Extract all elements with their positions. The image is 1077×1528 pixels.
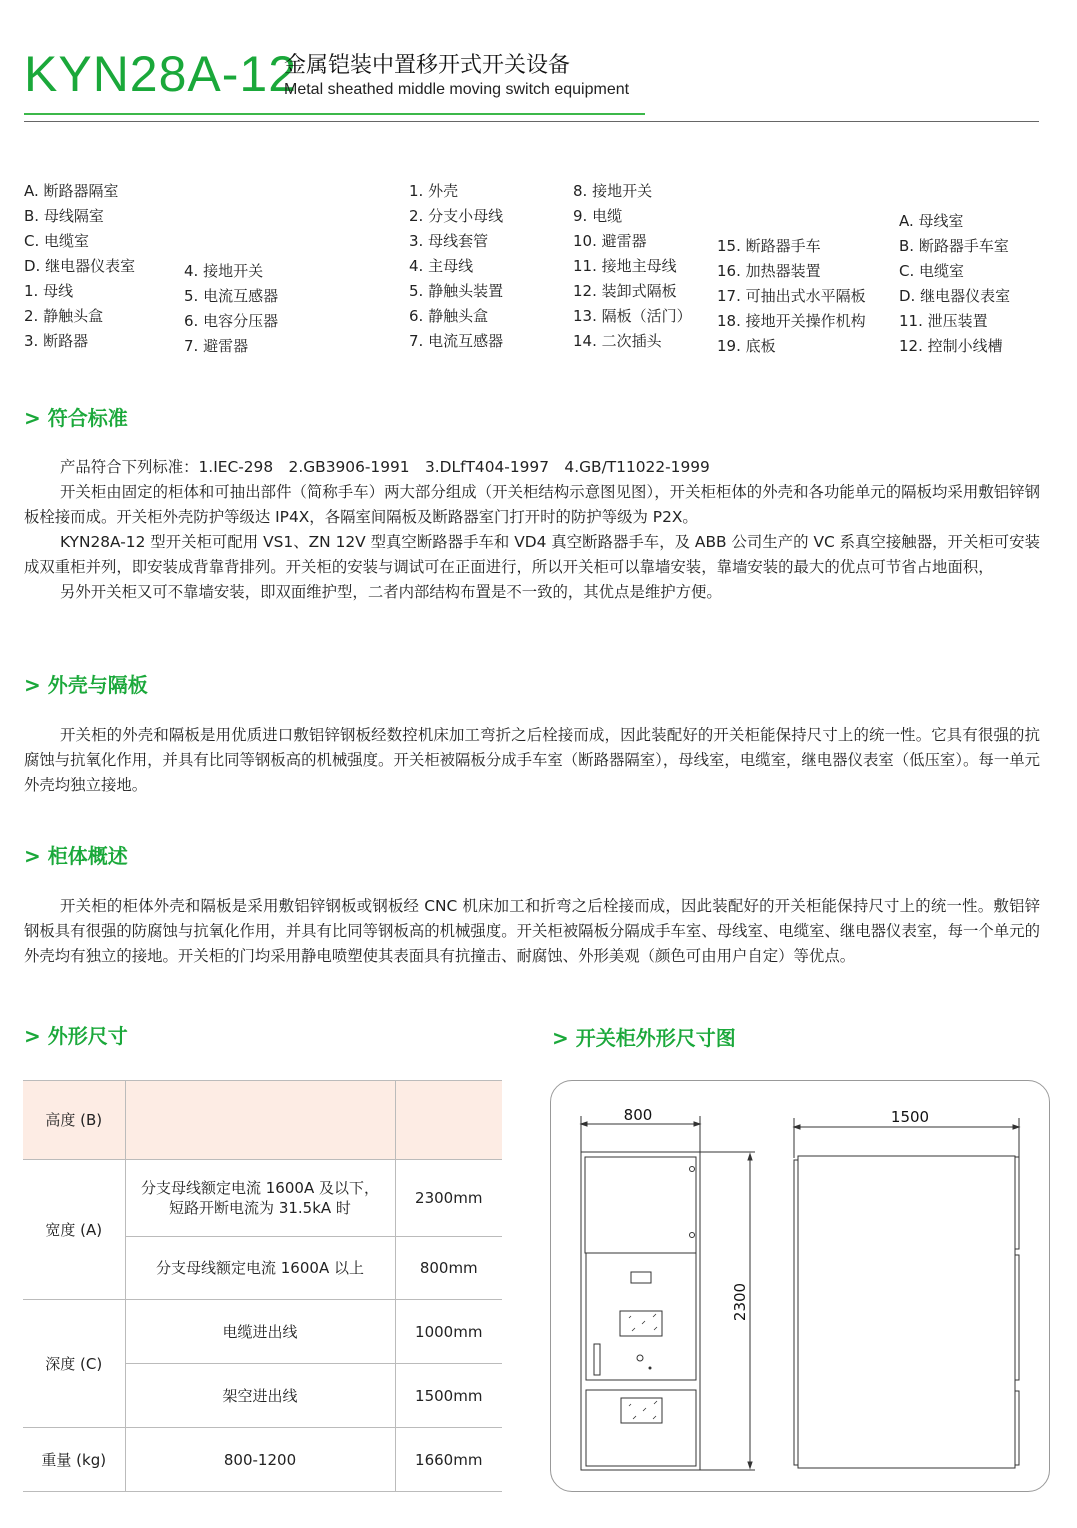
cabinet-dimension-drawing: [550, 1080, 1050, 1492]
title-chinese: 金属铠装中置移开式开关设备: [284, 53, 571, 78]
table-cell: 1660mm: [395, 1428, 502, 1492]
table-cell: [125, 1081, 395, 1160]
side-view: [794, 1108, 1019, 1468]
legend-item: 11. 接地主母线: [573, 257, 677, 275]
legend-item: 13. 隔板（活门）: [573, 307, 692, 325]
table-row: [23, 1428, 502, 1492]
legend-item: 18. 接地开关操作机构: [717, 312, 866, 330]
legend-item: 9. 电缆: [573, 207, 623, 225]
legend-item: 14. 二次插头: [573, 332, 662, 350]
legend-item: 15. 断路器手车: [717, 237, 821, 255]
table-cell: 2300mm: [395, 1160, 502, 1237]
legend-col-1: [24, 179, 135, 354]
depth-dimension-label: 1500: [890, 1108, 930, 1126]
height-dimension-label: 2300: [731, 1282, 749, 1322]
table-row: [23, 1160, 502, 1237]
legend-item: 6. 电容分压器: [184, 312, 279, 330]
legend-item: 1. 母线: [24, 282, 74, 300]
legend-item: 16. 加热器装置: [717, 262, 821, 280]
enclosure-text: [24, 723, 1040, 798]
legend-item: 2. 分支小母线: [409, 207, 504, 225]
paragraph: 开关柜的外壳和隔板是用优质进口敷铝锌钢板经数控机床加工弯折之后栓接而成，因此装配好的开关柜能保持尺寸上的统一性。它具有很强的抗腐蚀与抗氧化作用，并具有比同等钢板高的机械强度。开关柜被隔板分成手车室（断路器隔室），母线室，电缆室，继电器仪表室（低压室）。每一单元外壳均独立接地。: [24, 726, 1040, 794]
table-cell: [395, 1081, 502, 1160]
table-row: [23, 1300, 502, 1364]
paragraph: 开关柜由固定的柜体和可抽出部件（简称手车）两大部分组成（开关柜结构示意图见图），开关柜柜体的外壳和各功能单元的隔板均采用敷铝锌钢板栓接而成。开关柜外壳防护等级达 IP4X，各隔室间隔板及断路器室门打开时的防护等级为 P2X。: [24, 483, 1040, 526]
legend-item: 5. 静触头装置: [409, 282, 504, 300]
legend-item: 19. 底板: [717, 337, 776, 355]
paragraph: 产品符合下列标准：1.IEC-298 2.GB3906-1991 3.DLfT404-1997 4.GB/T11022-1999: [60, 458, 710, 476]
section-title-drawing: > 开关柜外形尺寸图: [552, 1026, 736, 1050]
table-cell: 1500mm: [395, 1364, 502, 1428]
paragraph: 开关柜的柜体外壳和隔板是采用敷铝锌钢板或钢板经 CNC 机床加工和折弯之后栓接而成，因此装配好的开关柜能保持尺寸上的统一性。敷铝锌钢板具有很强的防腐蚀与抗氧化作用，并具有比同等钢板高的机械强度。开关柜被隔板分隔成手车室、母线室、电缆室、继电器仪表室，每一个单元的外壳均有独立的接地。开关柜的门均采用静电喷塑使其表面具有抗撞击、耐腐蚀、外形美观（颜色可由用户自定）等优点。: [24, 897, 1040, 965]
legend-item: 8. 接地开关: [573, 182, 653, 200]
row-label: 高度 (B): [23, 1081, 125, 1160]
table-cell: [125, 1160, 395, 1237]
legend-item: D. 继电器仪表室: [899, 287, 1011, 305]
legend-item: 17. 可抽出式水平隔板: [717, 287, 866, 305]
table-cell: 电缆进出线: [125, 1300, 395, 1364]
legend-item: C. 电缆室: [24, 232, 90, 250]
table-cell: 1000mm: [395, 1300, 502, 1364]
legend-item: 5. 电流互感器: [184, 287, 279, 305]
section-title-standards: > 符合标准: [24, 406, 128, 430]
row-label: 重量 (kg): [23, 1428, 125, 1492]
legend-item: 1. 外壳: [409, 182, 459, 200]
legend-col-5: [717, 234, 866, 359]
title-english: Metal sheathed middle moving switch equipment: [284, 81, 630, 98]
row-label: 宽度 (A): [23, 1160, 125, 1300]
legend-item: 3. 母线套管: [409, 232, 489, 250]
legend-item: 12. 控制小线槽: [899, 337, 1003, 355]
legend-item: 12. 装卸式隔板: [573, 282, 677, 300]
cabinet-text: [24, 894, 1040, 969]
dimensions-table: [23, 1080, 502, 1492]
table-cell: 架空进出线: [125, 1364, 395, 1428]
standards-text: [24, 455, 1040, 605]
legend-item: A. 母线室: [899, 212, 964, 230]
paragraph: 另外开关柜又可不靠墙安装，即双面维护型，二者内部结构布置是不一致的，其优点是维护方便。: [60, 583, 722, 601]
header-divider-gray: [24, 121, 1039, 122]
cell-text: 分支母线额定电流 1600A 及以下，: [141, 1179, 379, 1197]
front-view: [581, 1106, 755, 1470]
legend-item: 3. 断路器: [24, 332, 89, 350]
legend-item: 2. 静触头盒: [24, 307, 104, 325]
legend-item: B. 断路器手车室: [899, 237, 1009, 255]
legend-col-3: [409, 179, 503, 354]
width-dimension-label: 800: [623, 1106, 653, 1124]
legend-item: A. 断路器隔室: [24, 182, 119, 200]
table-cell: 800-1200: [125, 1428, 395, 1492]
section-title-enclosure: > 外壳与隔板: [24, 673, 148, 697]
table-cell: 800mm: [395, 1237, 502, 1300]
legend-item: 6. 静触头盒: [409, 307, 489, 325]
legend-col-6: [899, 209, 1010, 359]
legend-item: B. 母线隔室: [24, 207, 104, 225]
legend-item: 11. 泄压装置: [899, 312, 988, 330]
legend-col-2: [184, 259, 278, 359]
row-label: 深度 (C): [23, 1300, 125, 1428]
section-title-dimensions: > 外形尺寸: [24, 1024, 128, 1048]
legend-item: 4. 主母线: [409, 257, 474, 275]
section-title-cabinet: > 柜体概述: [24, 844, 128, 868]
table-row: [23, 1081, 502, 1160]
header-divider-green: [24, 113, 645, 115]
legend-item: D. 继电器仪表室: [24, 257, 136, 275]
legend-item: C. 电缆室: [899, 262, 965, 280]
legend-item: 4. 接地开关: [184, 262, 264, 280]
cell-text: 短路开断电流为 31.5kA 时: [169, 1199, 351, 1217]
legend-item: 10. 避雷器: [573, 232, 647, 250]
table-cell: 分支母线额定电流 1600A 以上: [125, 1237, 395, 1300]
paragraph: KYN28A-12 型开关柜可配用 VS1、ZN 12V 型真空断路器手车和 VD4 真空断路器手车，及 ABB 公司生产的 VC 系真空接触器，开关柜可安装成双重柜并列，即安装成背靠背排列。开关柜的安装与调试可在正面进行，所以开关柜可以靠墙安装，靠墙安装的最大的优点可节省占地面积，: [24, 533, 1040, 576]
legend-item: 7. 避雷器: [184, 337, 249, 355]
legend-col-4: [573, 179, 692, 354]
legend-item: 7. 电流互感器: [409, 332, 504, 350]
model-number: KYN28A-12: [24, 46, 298, 102]
